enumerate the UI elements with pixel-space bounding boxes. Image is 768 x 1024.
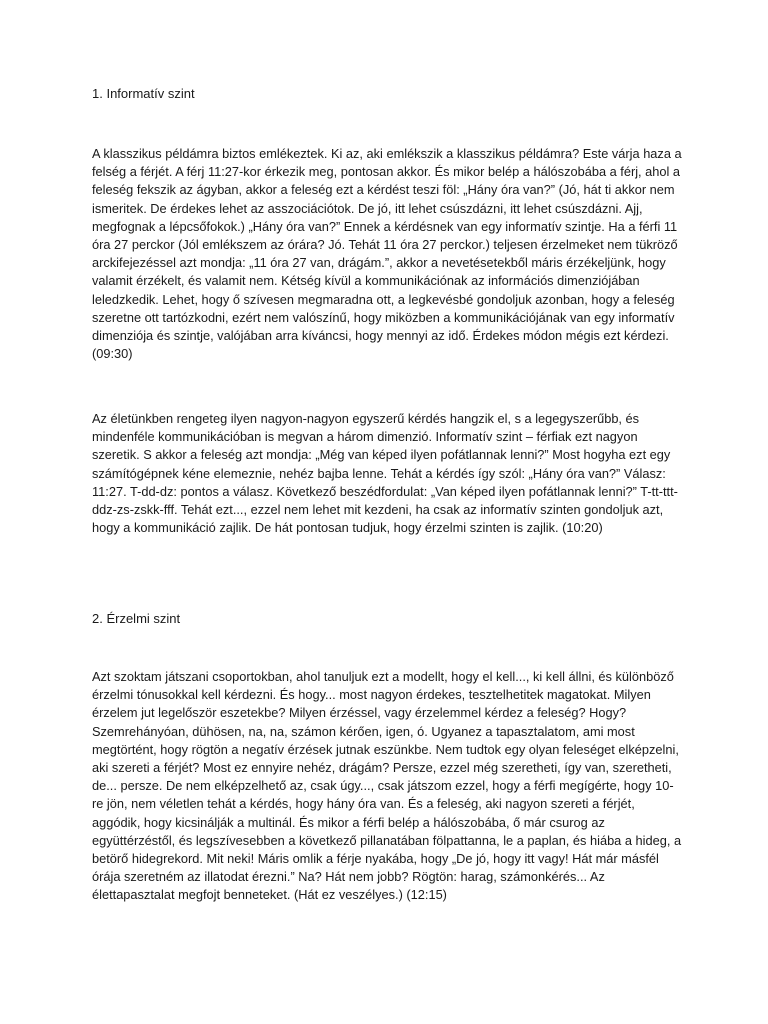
section-heading-informative: 1. Informatív szint (92, 86, 195, 101)
paragraph-informative-1: A klasszikus példámra biztos emlékeztek. Ki az, aki emlékszik a klasszikus példámra? Este várja haza a felség a férjét. A férj 11:27-kor érkezik meg, pontosan akkor. És mikor belép a hálószobába a férj, ahol a feleség fekszik az ágyban, akkor a feleség ezt a kérdést teszi föl: „Hány óra van?” (Jó, hát ti akkor nem ismeritek. De érdekes lehet az asszociációtok. De jó, itt lehet csúszdázni, itt lehet csúszdázni. Ajj, megfognak a lépcsőfokok.) „Hány óra van?” Ennek a kérdésnek van egy informatív szintje. Ha a férfi 11 óra 27 perckor (Jól emlékszem az órára? Jó. Tehát 11 óra 27 perckor.) teljesen érzelmeket nem tükröző arckifejezéssel azt mondja: „11 óra 27 van, drágám.”, akkor a nevetésetekből máris érzékeljünk, hogy valamit érzékelt, és valamit nem. Kétség kívül a kommunikációnak az információs dimenziójában leledzkedik. Lehet, hogy ő szívesen megmaradna ott, a legkevésbé gondoljuk azonban, hogy a feleség szeretne ott tartózkodni, ezért nem valószínű, hogy miközben a kommunikációjának van egy informatív dimenziója és szintje, valójában arra kíváncsi, hogy mennyi az idő. Érdekes módon mégis ezt kérdezi. (09:30) (92, 146, 682, 362)
section-heading-emotional: 2. Érzelmi szint (92, 611, 181, 626)
paragraph-informative-2: Az életünkben rengeteg ilyen nagyon-nagyon egyszerű kérdés hangzik el, s a legegyszerűbb, és mindenféle kommunikációban is megvan a három dimenzió. Informatív szint – férfiak ezt nagyon szeretik. S akkor a feleség azt mondja: „Még van képed ilyen pofátlannak lenni?” Most hogyha ezt egy számítógépnek kéne elemeznie, nehéz bajba lenne. Tehát a kérdés így szól: „Hány óra van?” Válasz: 11:27. T-dd-dz: pontos a válasz. Következő beszédfordulat: „Van képed ilyen pofátlannak lenni?” T-tt-ttt-ddz-zs-zskk-fff. Tehát ezt..., ezzel nem lehet mit kezdeni, ha csak az informatív szinten gondoljuk azt, hogy a kommunikáció zajlik. De hát pontosan tudjuk, hogy érzelmi szinten is zajlik. (10:20) (92, 411, 678, 536)
paragraph-emotional-1: Azt szoktam játszani csoportokban, ahol tanuljuk ezt a modellt, hogy el kell..., ki kell állni, és különböző érzelmi tónusokkal kell kérdezni. És hogy... most nagyon érdekes, tesztelhetitek magatokat. Milyen érzelem jut legelőször eszetekbe? Milyen érzéssel, vagy érzelemmel kérdez a feleség? Hogy? Szemrehányóan, dühösen, na, na, számon kérően, igen, ó. Ugyanez a tapasztalatom, ami most megtörtént, hogy rögtön a negatív érzések jutnak eszünkbe. Nem tudtok egy olyan feleséget elképzelni, aki szereti a férjét? Most ez ennyire nehéz, drágám? Persze, ezzel még szeretheti, így van, szeretheti, de... persze. De nem elképzelhető az, csak úgy..., csak játszom ezzel, hogy a férfi megígérte, hogy 10-re jön, nem véletlen tehát a kérdés, hogy hány óra van. És a feleség, aki nagyon szereti a férjét, aggódik, hogy kicsinálják a multinál. És mikor a férfi belép a hálószobába, ő már csurog az együttérzéstől, és legszívesebben a következő pillanatában fölpattanna, le a paplan, és hiába a hideg, a betörő hidegrekord. Mit neki! Máris omlik a férje nyakába, hogy „De jó, hogy itt vagy! Hát már másfél órája szeretném az illatodat érezni.” Na? Hát nem jobb? Rögtön: harag, számonkérés... Az élettapasztalat megfojt benneteket. (Hát ez veszélyes.) (12:15) (92, 669, 682, 903)
